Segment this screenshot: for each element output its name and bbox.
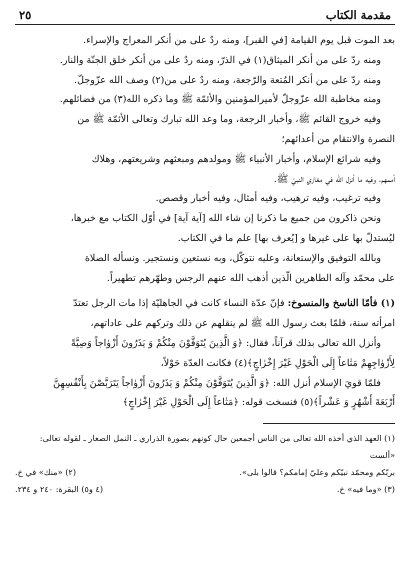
text-line: ومنه ردّ على من أنكر المُتعة والرّجعة، ومنه ردٌ على من(٢) وصف الله عزّوجلّ. xyxy=(74,74,381,86)
text-line: وبالله التوفيق والإستعانة، وعليه نتوكّل، وبه نستعين ونستجير. ونسأله الصلاة xyxy=(84,252,381,264)
footnote-divider xyxy=(263,423,395,424)
footnote-4-5: (٤ و٥) البقرة: ٢٤٠ و ٢٣٤. xyxy=(15,484,104,495)
footnote-1-continued: بربّكم ومحمّد نبيّكم وعليّ إمامكم؟ قالوا بلى». xyxy=(239,467,395,478)
text-line: ومنه مخاطبة الله عزّوجلّ لأميرالمؤمنين والأئمّة ﷺ وما ذكره الله(٣) من فضائلهم. xyxy=(59,94,381,106)
running-title: مقدمة الكتاب xyxy=(325,8,391,22)
footnote-row xyxy=(15,481,395,498)
running-header xyxy=(15,8,395,25)
footnote-3: (٣) «وما فيه» خ. xyxy=(336,484,395,495)
main-text xyxy=(15,31,395,413)
text-line: وفيه شرائع الإسلام، وأخبار الأنبياء ﷺ ومولدهم ومبعثهم وشريعتهم، وهلاك xyxy=(91,153,381,165)
section-heading: (١) فأمّا الناسخ والمنسوخ: xyxy=(287,298,395,310)
section-line xyxy=(15,294,395,314)
text-line: فلمّا قويَ الإسلام أنزل الله: ﴿وَ الَّذِينَ يُتَوَفَّوْنَ مِنْكُمْ وَ يَذَرُونَ أَزْوٰاجاً يَتَرَبَّصْنَ بِأَنْفُسِهِنَّ xyxy=(53,377,381,389)
text-line: وأنزل الله تعالى بذلك قرآناً، فقال: ﴿وَ الَّذِينَ يُتَوَفَّوْنَ مِنْكُمْ وَ يَذَرُونَ أَزْوٰاجاً وَصِيَّةً xyxy=(70,337,381,349)
text-line: ليُستدلّ بها على غيرها و [يُعرف بها] علم ما في الكتاب. xyxy=(177,232,395,244)
text-line: أَرْبَعَةَ أَشْهُرٍ وَ عَشْراً﴾(٥) فنسخت قوله: ﴿مَتٰاعاً إِلَى الْحَوْلِ غَيْرَ إِخْرٰاجٍ﴾ xyxy=(122,397,395,409)
footnote-row xyxy=(15,464,395,481)
text-line: وفيه ترغيب، وفيه ترهيب، وفيه أمثال، وفيه أخبار وقصص. xyxy=(155,193,381,205)
text-line: بعد الموت قبل يوم القيامة [في القبر]، ومنه ردٌ على من أنكر المعراج والإسراء. xyxy=(83,35,395,46)
footnote-2: (٢) «منك» في خ. xyxy=(15,467,77,478)
footnote-1: (١) العهد الذي أخذه الله تعالى من الناس أجمعين حال كونهم بصورة الذراري ـ النمل الصغار ـ لقوله تعالى: «ألست xyxy=(39,433,395,461)
text-line: ومنه ردّ على من أنكر الميثاق(١) في الذرّ، ومنه ردٌ على من أنكر خلق الجنّة والنار. xyxy=(59,54,381,66)
text-line: النصرة والانتقام من أعدائهم؛ xyxy=(281,133,395,145)
section-text: فإنّ عدّة النساء كانت في الجاهليّة إذا مات الرجل تعتدّ xyxy=(73,298,285,310)
text-line: لِأَزْوٰاجِهِمْ مَتٰاعاً إِلَى الْحَوْلِ غَيْرَ إِخْرٰاجٍ﴾(٤) فكانت العدّة حَوْلاً، xyxy=(160,357,395,369)
footnotes xyxy=(15,430,395,498)
page-number: ٢٥ xyxy=(19,8,32,22)
text-line: على محمّد وآله الطاهرين الّذين أذهب الله عنهم الرجس وطهّرهم تطهيراً. xyxy=(106,272,395,284)
text-line: أممهم، وفيه ما أنزل الله في مغازي النبيّ ﷺ. xyxy=(273,173,395,185)
text-line: ونحن ذاكرون من جميع ما ذكرنا إن شاء الله [آية آية] في أوّل الكتاب مع خبرها، xyxy=(70,213,381,225)
text-line: وفيه خروج القائم ﷺ، وأخبار الرجعة، وما وعد الله تبارك وتعالى الأئمّة ﷺ من xyxy=(77,114,381,126)
text-line: امرأته سنة، فلمّا بعث رسول الله ﷺ لم ينقلهم عن ذلك وتركهم على عاداتهم، xyxy=(90,318,395,330)
